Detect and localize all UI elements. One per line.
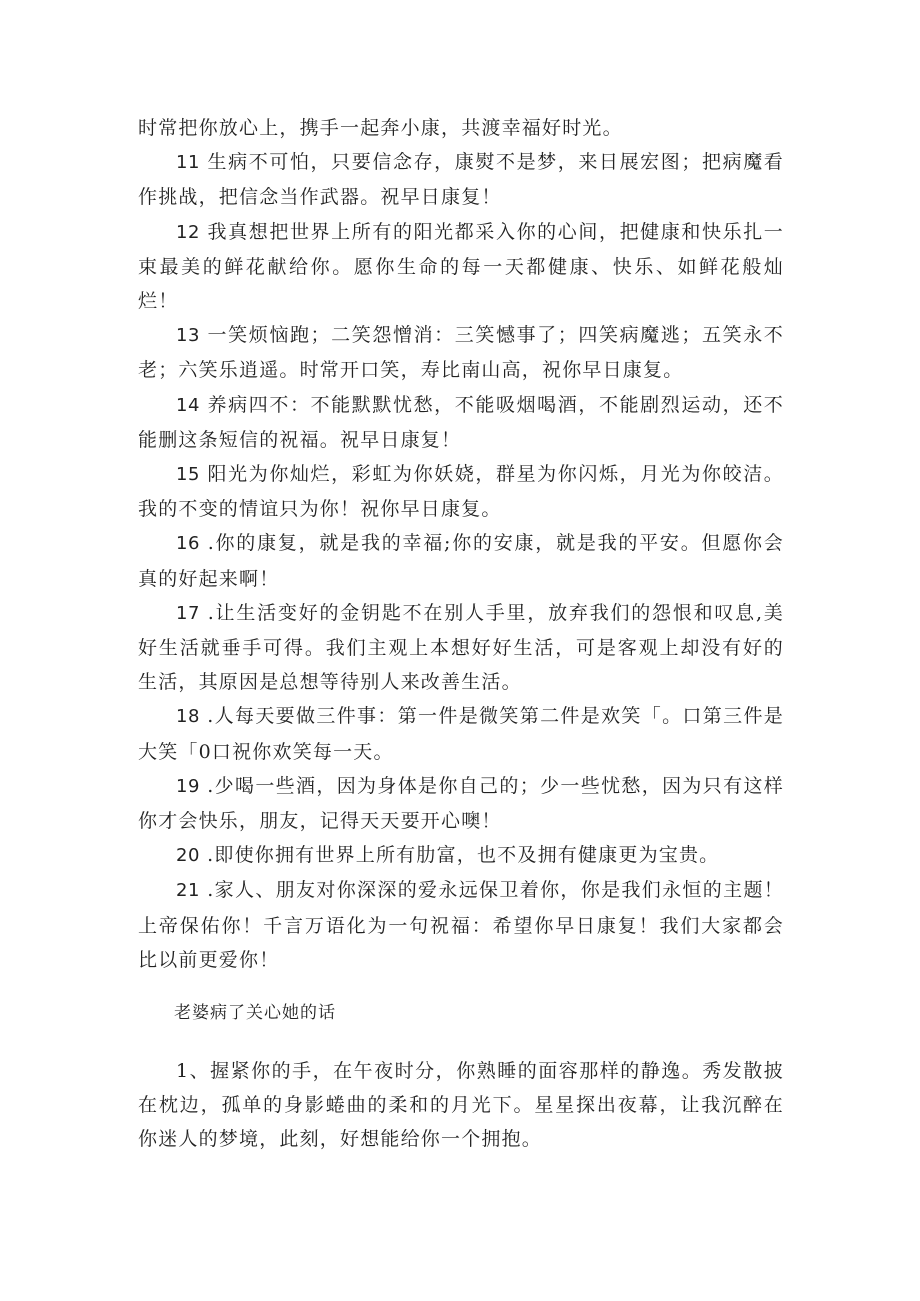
continuation-paragraph: 时常把你放心上，携手一起奔小康，共渡幸福好时光。 bbox=[138, 117, 623, 139]
item-number: 16 bbox=[176, 533, 200, 555]
item-number: 21 bbox=[176, 880, 200, 902]
list-item bbox=[138, 215, 784, 319]
item-number: 12 bbox=[176, 221, 200, 243]
item-text: .家人、朋友对你深深的爱永远保卫着你，你是我们永恒的主题！上帝保佑你！千言万语化为一句祝福：希望你早日康复！我们大家都会比以前更爱你！ bbox=[138, 879, 784, 971]
list-item bbox=[138, 526, 784, 595]
item-number: 18 bbox=[176, 706, 200, 728]
list-item bbox=[138, 873, 784, 977]
list-item bbox=[138, 145, 784, 214]
item-number: 17 bbox=[176, 602, 200, 624]
item-text: .人每天要做三件事：第一件是微笑第二件是欢笑「。口第三件是大笑「0口祝你欢笑每一天。 bbox=[138, 705, 784, 763]
item-text: .即使你拥有世界上所有肋富，也不及拥有健康更为宝贵。 bbox=[199, 844, 720, 867]
item-number: 11 bbox=[176, 152, 200, 174]
list-item bbox=[138, 596, 784, 700]
list-item bbox=[138, 388, 784, 457]
item-text: .让生活变好的金钥匙不在别人手里，放弃我们的怨恨和叹息,美好生活就垂手可得。我们主观上本想好好生活，可是客观上却没有好的生活，其原因是总想等待别人来改善生活。 bbox=[138, 601, 784, 694]
list-item bbox=[138, 769, 784, 838]
item-number: 19 bbox=[176, 775, 200, 797]
item-text: 养病四不：不能默默忧愁，不能吸烟喝酒，不能剧烈运动，还不能删这条短信的祝福。祝早日康复！ bbox=[138, 393, 784, 451]
item-text: 生病不可怕，只要信念存，康熨不是梦，来日展宏图；把病魔看作挑战，把信念当作武器。祝早日康复！ bbox=[138, 151, 784, 209]
list-item bbox=[138, 457, 784, 526]
item-text: 阳光为你灿烂，彩虹为你妖娆，群星为你闪烁，月光为你皎洁。我的不变的情谊只为你！祝你早日康复。 bbox=[138, 463, 784, 521]
item-text: .少喝一些酒，因为身体是你自己的；少一些忧愁，因为只有这样你才会快乐，朋友，记得天天要开心噢！ bbox=[138, 774, 784, 833]
item-text: 一笑烦恼跑；二笑怨憎消：三笑憾事了；四笑病魔逃；五笑永不老；六笑乐逍遥。时常开口笑，寿比南山高，祝你早日康复。 bbox=[138, 324, 784, 382]
item-text: .你的康复，就是我的幸福;你的安康，就是我的平安。但愿你会真的好起来啊！ bbox=[138, 532, 784, 590]
list-item bbox=[138, 318, 784, 387]
section-heading: 老婆病了关心她的话 bbox=[174, 1003, 336, 1024]
section-paragraph: 1、握紧你的手，在午夜时分，你熟睡的面容那样的静逸。秀发散披在枕边，孤单的身影蜷曲的柔和的月光下。星星探出夜幕，让我沉醉在你迷人的梦境，此刻，好想能给你一个拥抱。 bbox=[138, 1060, 784, 1151]
document-body bbox=[138, 111, 784, 1157]
item-number: 14 bbox=[176, 394, 200, 416]
item-number: 13 bbox=[176, 325, 200, 347]
list-item bbox=[138, 699, 784, 768]
item-number: 15 bbox=[176, 464, 200, 486]
list-item bbox=[138, 838, 784, 873]
item-number: 20 bbox=[176, 845, 200, 867]
item-text: 我真想把世界上所有的阳光都采入你的心间，把健康和快乐扎一束最美的鲜花献给你。愿你生命的每一天都健康、快乐、如鲜花般灿烂！ bbox=[138, 220, 784, 313]
